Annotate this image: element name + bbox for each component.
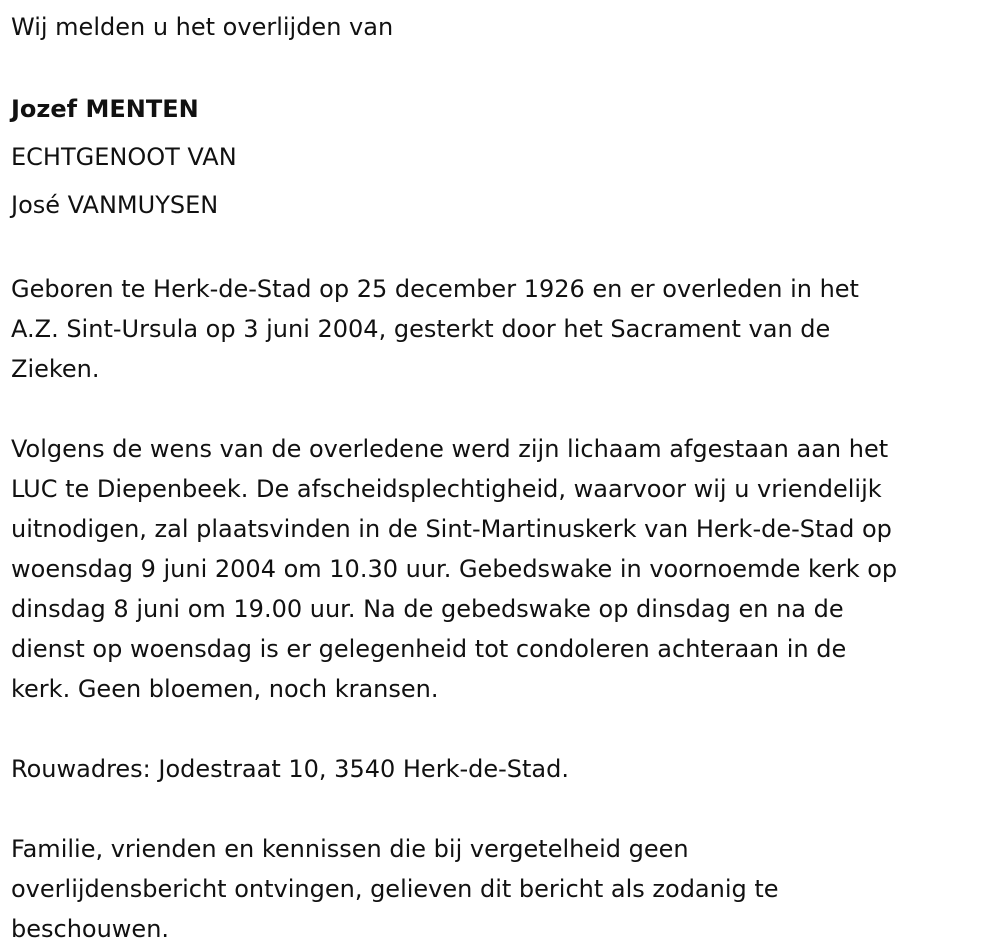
spacer — [11, 709, 989, 749]
birth-death-paragraph — [11, 269, 989, 389]
paragraph-line: Volgens de wens van de overledene werd zijn lichaam afgestaan aan het — [11, 435, 889, 463]
paragraph-line: uitnodigen, zal plaatsvinden in de Sint-Martinuskerk van Herk-de-Stad op — [11, 515, 892, 543]
spacer — [11, 789, 989, 829]
intro-text: Wij melden u het overlijden van — [11, 13, 394, 41]
deceased-name: Jozef MENTEN — [11, 95, 199, 123]
deceased-block — [11, 85, 989, 229]
spacer — [11, 229, 989, 269]
paragraph-line: Zieken. — [11, 355, 100, 383]
relation-label: ECHTGENOOT VAN — [11, 143, 237, 171]
paragraph-line: beschouwen. — [11, 915, 170, 943]
paragraph-line: kerk. Geen bloemen, noch kransen. — [11, 675, 439, 703]
ceremony-paragraph — [11, 429, 989, 709]
paragraph-line: Geboren te Herk-de-Stad op 25 december 1926 en er overleden in het — [11, 275, 859, 303]
closing-paragraph — [11, 829, 989, 949]
paragraph-line: overlijdensbericht ontvingen, gelieven dit bericht als zodanig te — [11, 875, 779, 903]
spouse-name: José VANMUYSEN — [11, 191, 219, 219]
paragraph-line: dinsdag 8 juni om 19.00 uur. Na de gebedswake op dinsdag en na de — [11, 595, 844, 623]
mourning-address: Rouwadres: Jodestraat 10, 3540 Herk-de-Stad. — [11, 755, 569, 783]
paragraph-line: Familie, vrienden en kennissen die bij vergetelheid geen — [11, 835, 689, 863]
paragraph-line: LUC te Diepenbeek. De afscheidsplechtigheid, waarvoor wij u vriendelijk — [11, 475, 882, 503]
paragraph-line: A.Z. Sint-Ursula op 3 juni 2004, gesterkt door het Sacrament van de — [11, 315, 831, 343]
paragraph-line: dienst op woensdag is er gelegenheid tot condoleren achteraan in de — [11, 635, 847, 663]
paragraph-line: woensdag 9 juni 2004 om 10.30 uur. Gebedswake in voornoemde kerk op — [11, 555, 898, 583]
spacer — [11, 389, 989, 429]
